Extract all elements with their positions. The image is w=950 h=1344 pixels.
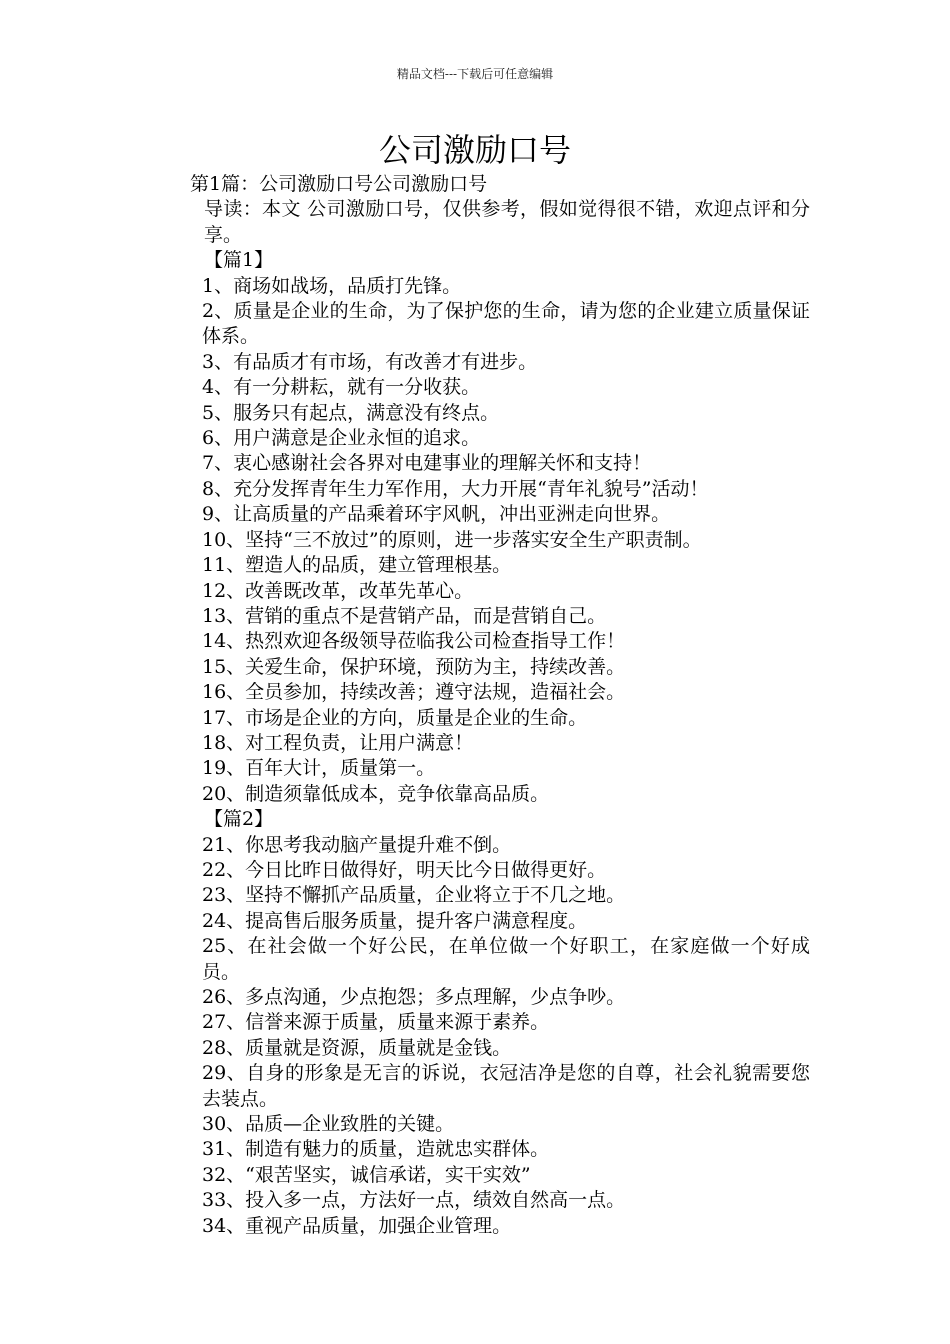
intro-paragraph: 导读：本文 公司激励口号，仅供参考，假如觉得很不错，欢迎点评和分享。 xyxy=(204,198,810,246)
document-title: 公司激励口号 xyxy=(378,131,571,169)
slogan-item: 4、有一分耕耘，就有一分收获。 xyxy=(202,376,481,399)
slogan-item: 33、投入多一点，方法好一点，绩效自然高一点。 xyxy=(202,1189,626,1212)
slogan-item: 31、制造有魅力的质量，造就忠实群体。 xyxy=(202,1138,550,1161)
slogan-item: 32、“艰苦坚实，诚信承诺，实干实效” xyxy=(202,1163,531,1186)
slogan-item: 22、今日比昨日做得好，明天比今日做得更好。 xyxy=(202,858,607,881)
slogan-item: 5、服务只有起点，满意没有终点。 xyxy=(202,401,500,424)
slogan-item: 24、提高售后服务质量，提升客户满意程度。 xyxy=(202,909,588,932)
slogan-item: 7、衷心感谢社会各界对电建事业的理解关怀和支持！ xyxy=(202,452,652,475)
slogan-item: 14、热烈欢迎各级领导莅临我公司检查指导工作！ xyxy=(202,630,626,653)
slogan-item: 16、全员参加，持续改善；遵守法规，造福社会。 xyxy=(202,681,626,704)
slogan-item: 9、让高质量的产品乘着环宇风帆，冲出亚洲走向世界。 xyxy=(202,503,671,526)
slogan-item: 15、关爱生命，保护环境，预防为主，持续改善。 xyxy=(202,655,626,678)
document-body xyxy=(146,172,810,1239)
section-heading-1: 【篇1】 xyxy=(204,249,274,272)
section-heading-2: 【篇2】 xyxy=(204,808,274,831)
document-subtitle: 第1篇：公司激励口号公司激励口号 xyxy=(190,173,488,195)
slogan-item: 13、营销的重点不是营销产品，而是营销自己。 xyxy=(202,604,607,627)
slogan-item: 3、有品质才有市场，有改善才有进步。 xyxy=(202,350,538,373)
slogan-item: 6、用户满意是企业永恒的追求。 xyxy=(202,427,481,450)
slogan-item: 12、改善既改革，改革先革心。 xyxy=(202,579,474,602)
page-header-note: 精品文档---下载后可任意编辑 xyxy=(396,67,554,81)
slogan-item: 20、制造须靠低成本，竞争依靠高品质。 xyxy=(202,782,550,805)
slogan-item: 2、质量是企业的生命，为了保护您的生命，请为您的企业建立质量保证体系。 xyxy=(202,300,810,348)
slogan-item: 30、品质—企业致胜的关键。 xyxy=(202,1113,455,1136)
slogan-item: 34、重视产品质量，加强企业管理。 xyxy=(202,1214,512,1237)
slogan-item: 28、质量就是资源，质量就是金钱。 xyxy=(202,1036,512,1059)
slogan-item: 10、坚持“三不放过”的原则，进一步落实安全生产职责制。 xyxy=(202,528,702,551)
slogan-item: 23、坚持不懈抓产品质量，企业将立于不几之地。 xyxy=(202,884,626,907)
slogan-item: 29、自身的形象是无言的诉说，衣冠洁净是您的自尊，社会礼貌需要您去装点。 xyxy=(202,1062,810,1110)
slogan-item: 18、对工程负责，让用户满意！ xyxy=(202,731,474,754)
slogan-item: 11、塑造人的品质，建立管理根基。 xyxy=(202,554,512,577)
section-2-list xyxy=(146,833,810,1240)
section-1-list xyxy=(146,274,810,808)
slogan-item: 8、充分发挥青年生力军作用，大力开展“青年礼貌号”活动！ xyxy=(202,477,709,500)
slogan-item: 21、你思考我动脑产量提升难不倒。 xyxy=(202,833,512,856)
slogan-item: 27、信誉来源于质量，质量来源于素养。 xyxy=(202,1011,550,1034)
slogan-item: 1、商场如战场，品质打先锋。 xyxy=(202,274,462,297)
slogan-item: 25、在社会做一个好公民，在单位做一个好职工，在家庭做一个好成员。 xyxy=(202,935,810,983)
slogan-item: 26、多点沟通，少点抱怨；多点理解，少点争吵。 xyxy=(202,986,626,1008)
slogan-item: 19、百年大计，质量第一。 xyxy=(202,757,436,780)
slogan-item: 17、市场是企业的方向，质量是企业的生命。 xyxy=(202,706,588,729)
